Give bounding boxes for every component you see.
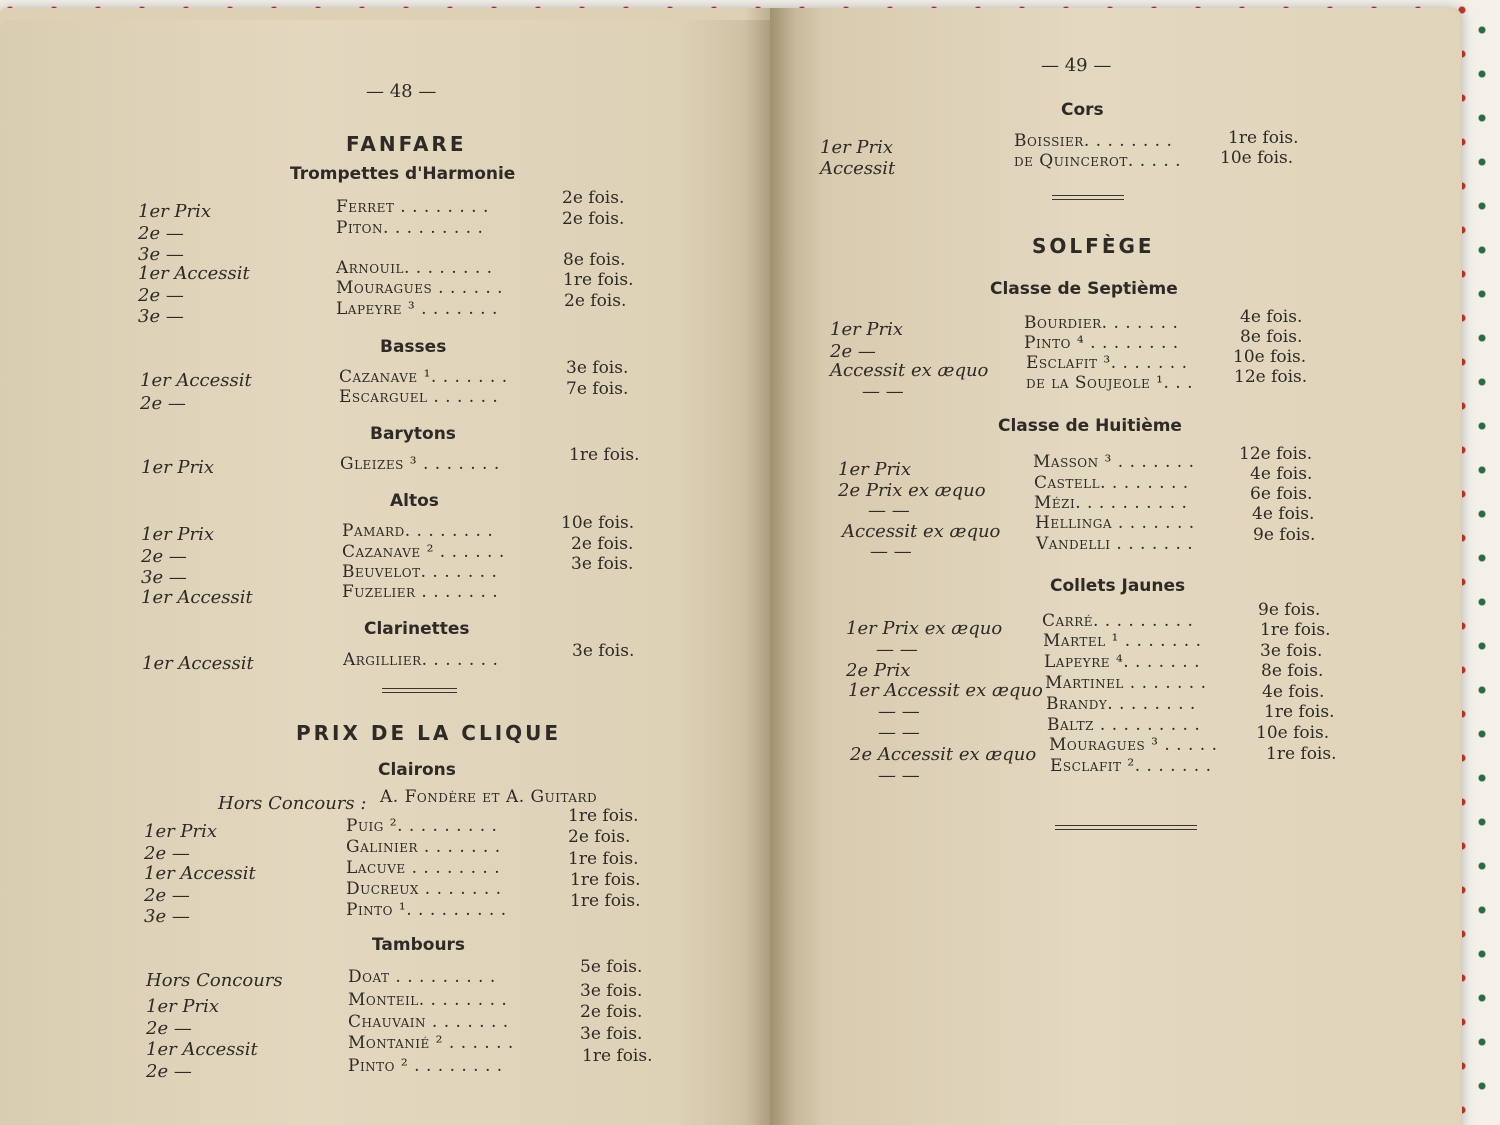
laureate-name: Bourdier. . . . . . . bbox=[1024, 313, 1179, 333]
laureate-name: Pinto ¹. . . . . . . . . bbox=[346, 900, 507, 920]
laureate-name: Masson ³ . . . . . . . bbox=[1033, 452, 1195, 472]
subsection-heading: Tambours bbox=[372, 935, 466, 955]
rank-label: — — bbox=[876, 639, 918, 660]
rank-label: Accessit ex æquo bbox=[830, 360, 989, 381]
laureate-name: de la Soujeole ¹. . . bbox=[1026, 373, 1193, 393]
laureate-name: Cazanave ² . . . . . . bbox=[342, 542, 505, 562]
times-count: 1re fois. bbox=[570, 891, 641, 911]
laureate-name: de Quincerot. . . . . bbox=[1014, 151, 1182, 171]
laureate-name: Vandelli . . . . . . . bbox=[1036, 534, 1194, 554]
rank-label: 2e Accessit ex æquo bbox=[850, 744, 1037, 765]
rank-label: Accessit ex æquo bbox=[842, 521, 1001, 542]
hors-concours-names: A. Fondère et A. Guitard bbox=[380, 787, 598, 807]
rank-label: 1er Accessit bbox=[144, 863, 256, 884]
rank-label: 1er Prix bbox=[838, 459, 912, 480]
laureate-name: Lapeyre ³ . . . . . . . bbox=[336, 299, 498, 319]
subsection-heading: Classe de Septième bbox=[990, 279, 1178, 299]
laureate-name: Esclafit ³. . . . . . . bbox=[1026, 353, 1188, 373]
subsection-heading: Collets Jaunes bbox=[1050, 576, 1186, 596]
subsection-heading: Cors bbox=[1061, 100, 1104, 120]
laureate-name: Gleizes ³ . . . . . . . bbox=[340, 454, 500, 474]
rank-label: 1er Prix bbox=[138, 201, 212, 222]
times-count: 2e fois. bbox=[564, 291, 627, 311]
times-count: 3e fois. bbox=[1260, 641, 1323, 661]
times-count: 10e fois. bbox=[1256, 723, 1330, 743]
subsection-heading: Trompettes d'Harmonie bbox=[290, 164, 516, 184]
rank-label: 3e — bbox=[144, 906, 190, 927]
rank-label: 1er Prix bbox=[144, 821, 218, 842]
times-count: 4e fois. bbox=[1250, 464, 1313, 484]
times-count: 1re fois. bbox=[568, 806, 639, 826]
times-count: 8e fois. bbox=[1240, 327, 1303, 347]
times-count: 9e fois. bbox=[1253, 525, 1316, 545]
rank-label: 3e — bbox=[138, 306, 184, 327]
times-count: 8e fois. bbox=[1261, 661, 1324, 681]
rank-label: — — bbox=[862, 381, 904, 402]
laureate-name: Cazanave ¹. . . . . . . bbox=[339, 367, 508, 387]
times-count: 1re fois. bbox=[1266, 744, 1337, 764]
laureate-name: Lapeyre ⁴. . . . . . . bbox=[1044, 652, 1200, 672]
rank-label: 2e — bbox=[144, 843, 190, 864]
hors-concours-label: Hors Concours : bbox=[218, 793, 367, 814]
open-booklet bbox=[0, 8, 1462, 1125]
rank-label: 1er Prix ex æquo bbox=[846, 618, 1003, 639]
page-number: — 48 — bbox=[366, 81, 437, 102]
times-count: 3e fois. bbox=[571, 554, 634, 574]
times-count: 2e fois. bbox=[568, 827, 631, 847]
times-count: 3e fois. bbox=[580, 981, 643, 1001]
times-count: 5e fois. bbox=[580, 957, 643, 977]
rank-label: 2e — bbox=[144, 885, 190, 906]
page-number: — 49 — bbox=[1041, 55, 1112, 76]
laureate-name: Chauvain . . . . . . . bbox=[348, 1012, 509, 1032]
times-count: 4e fois. bbox=[1240, 307, 1303, 327]
times-count: 7e fois. bbox=[566, 379, 629, 399]
rank-label: 2e Prix bbox=[846, 660, 911, 681]
laureate-name: Hellinga . . . . . . . bbox=[1035, 513, 1195, 533]
times-count: 1re fois. bbox=[1228, 128, 1299, 148]
rank-label: 1er Accessit bbox=[141, 587, 253, 608]
times-count: 1re fois. bbox=[568, 849, 639, 869]
times-count: 3e fois. bbox=[580, 1024, 643, 1044]
rank-label: 1er Prix bbox=[830, 319, 904, 340]
times-count: 10e fois. bbox=[1220, 148, 1294, 168]
rank-label: 1er Prix bbox=[141, 524, 215, 545]
rank-label: 3e — bbox=[138, 244, 184, 265]
laureate-name: Doat . . . . . . . . . bbox=[348, 967, 496, 987]
times-count: 2e fois. bbox=[580, 1002, 643, 1022]
rank-label: 2e — bbox=[146, 1061, 192, 1082]
laureate-name: Castell. . . . . . . . bbox=[1034, 473, 1189, 493]
rank-label: 3e — bbox=[141, 567, 187, 588]
times-count: 1re fois. bbox=[563, 270, 634, 290]
rank-label: 2e — bbox=[138, 285, 184, 306]
book-gutter bbox=[745, 8, 795, 1125]
rank-label: 2e — bbox=[140, 393, 186, 414]
rank-label: 1er Accessit bbox=[138, 263, 250, 284]
rank-label: Hors Concours bbox=[146, 970, 283, 991]
rank-label: 1er Accessit bbox=[142, 653, 254, 674]
rank-label: 2e Prix ex æquo bbox=[838, 480, 986, 501]
section-title-solfege: SOLFÈGE bbox=[1032, 234, 1155, 258]
rank-label: — — bbox=[868, 500, 910, 521]
rank-label: 1er Prix bbox=[820, 137, 894, 158]
laureate-name: Mézi. . . . . . . . . . bbox=[1034, 493, 1188, 513]
subsection-heading: Altos bbox=[390, 491, 439, 511]
section-title-fanfare: FANFARE bbox=[346, 132, 467, 156]
subsection-heading: Clairons bbox=[378, 760, 456, 780]
rank-label: 1er Prix bbox=[141, 457, 215, 478]
times-count: 3e fois. bbox=[566, 358, 629, 378]
times-count: 12e fois. bbox=[1234, 367, 1308, 387]
rank-label: — — bbox=[878, 701, 920, 722]
section-title-clique: PRIX DE LA CLIQUE bbox=[296, 721, 562, 745]
laureate-name: Argillier. . . . . . . bbox=[343, 650, 499, 670]
times-count: 2e fois. bbox=[571, 534, 634, 554]
times-count: 6e fois. bbox=[1250, 484, 1313, 504]
times-count: 10e fois. bbox=[561, 513, 635, 533]
laureate-name: Boissier. . . . . . . . bbox=[1014, 131, 1173, 151]
times-count: 3e fois. bbox=[572, 641, 635, 661]
rank-label: — — bbox=[870, 541, 912, 562]
times-count: 1re fois. bbox=[1260, 620, 1331, 640]
rank-label: 1er Accessit bbox=[140, 370, 252, 391]
rank-label: — — bbox=[878, 722, 920, 743]
laureate-name: Puig ². . . . . . . . . bbox=[346, 816, 498, 836]
times-count: 10e fois. bbox=[1233, 347, 1307, 367]
rank-label: 1er Accessit bbox=[146, 1039, 258, 1060]
laureate-name: Galinier . . . . . . . bbox=[346, 837, 501, 857]
laureate-name: Martel ¹ . . . . . . . bbox=[1043, 631, 1202, 651]
times-count: 4e fois. bbox=[1252, 504, 1315, 524]
times-count: 2e fois. bbox=[562, 209, 625, 229]
times-count: 1re fois. bbox=[582, 1046, 653, 1066]
laureate-name: Monteil. . . . . . . . bbox=[348, 990, 508, 1010]
laureate-name: Pinto ⁴ . . . . . . . . bbox=[1024, 333, 1179, 353]
laureate-name: Piton. . . . . . . . . bbox=[336, 218, 484, 238]
times-count: 1re fois. bbox=[569, 445, 640, 465]
rank-label: 2e — bbox=[830, 341, 876, 362]
rank-label: — — bbox=[878, 765, 920, 786]
rank-label: 1er Prix bbox=[146, 996, 220, 1017]
laureate-name: Arnouil. . . . . . . . bbox=[336, 258, 493, 278]
laureate-name: Mouragues . . . . . . bbox=[336, 278, 504, 298]
section-divider bbox=[1052, 195, 1124, 200]
laureate-name: Martinel . . . . . . . bbox=[1045, 673, 1207, 693]
times-count: 12e fois. bbox=[1239, 444, 1313, 464]
rank-label: 2e — bbox=[146, 1018, 192, 1039]
laureate-name: Pamard. . . . . . . . bbox=[342, 521, 494, 541]
times-count: 2e fois. bbox=[562, 188, 625, 208]
times-count: 1re fois. bbox=[570, 870, 641, 890]
times-count: 4e fois. bbox=[1262, 682, 1325, 702]
laureate-name: Pinto ² . . . . . . . . bbox=[348, 1056, 503, 1076]
laureate-name: Escarguel . . . . . . bbox=[339, 387, 499, 407]
laureate-name: Ducreux . . . . . . . bbox=[346, 879, 502, 899]
laureate-name: Baltz . . . . . . . . . bbox=[1047, 715, 1201, 735]
laureate-name: Ferret . . . . . . . . bbox=[336, 197, 489, 217]
section-divider bbox=[1055, 825, 1197, 830]
laureate-name: Beuvelot. . . . . . . bbox=[342, 562, 498, 582]
rank-label: 2e — bbox=[141, 546, 187, 567]
subsection-heading: Barytons bbox=[370, 424, 456, 444]
rank-label: Accessit bbox=[820, 158, 896, 179]
laureate-name: Fuzelier . . . . . . . bbox=[342, 582, 499, 602]
section-divider bbox=[382, 688, 457, 693]
times-count: 8e fois. bbox=[563, 250, 626, 270]
rank-label: 1er Accessit ex æquo bbox=[848, 680, 1043, 701]
subsection-heading: Classe de Huitième bbox=[998, 416, 1182, 436]
rank-label: 2e — bbox=[138, 223, 184, 244]
laureate-name: Mouragues ³ . . . . . bbox=[1049, 735, 1218, 755]
times-count: 9e fois. bbox=[1258, 600, 1321, 620]
laureate-name: Esclafit ². . . . . . . bbox=[1050, 756, 1212, 776]
laureate-name: Brandy. . . . . . . . bbox=[1046, 694, 1196, 714]
laureate-name: Montanié ² . . . . . . bbox=[348, 1033, 514, 1053]
laureate-name: Carré. . . . . . . . . bbox=[1042, 611, 1194, 631]
times-count: 1re fois. bbox=[1264, 702, 1335, 722]
laureate-name: Lacuve . . . . . . . . bbox=[346, 858, 501, 878]
subsection-heading: Basses bbox=[380, 337, 447, 357]
subsection-heading: Clarinettes bbox=[364, 619, 470, 639]
